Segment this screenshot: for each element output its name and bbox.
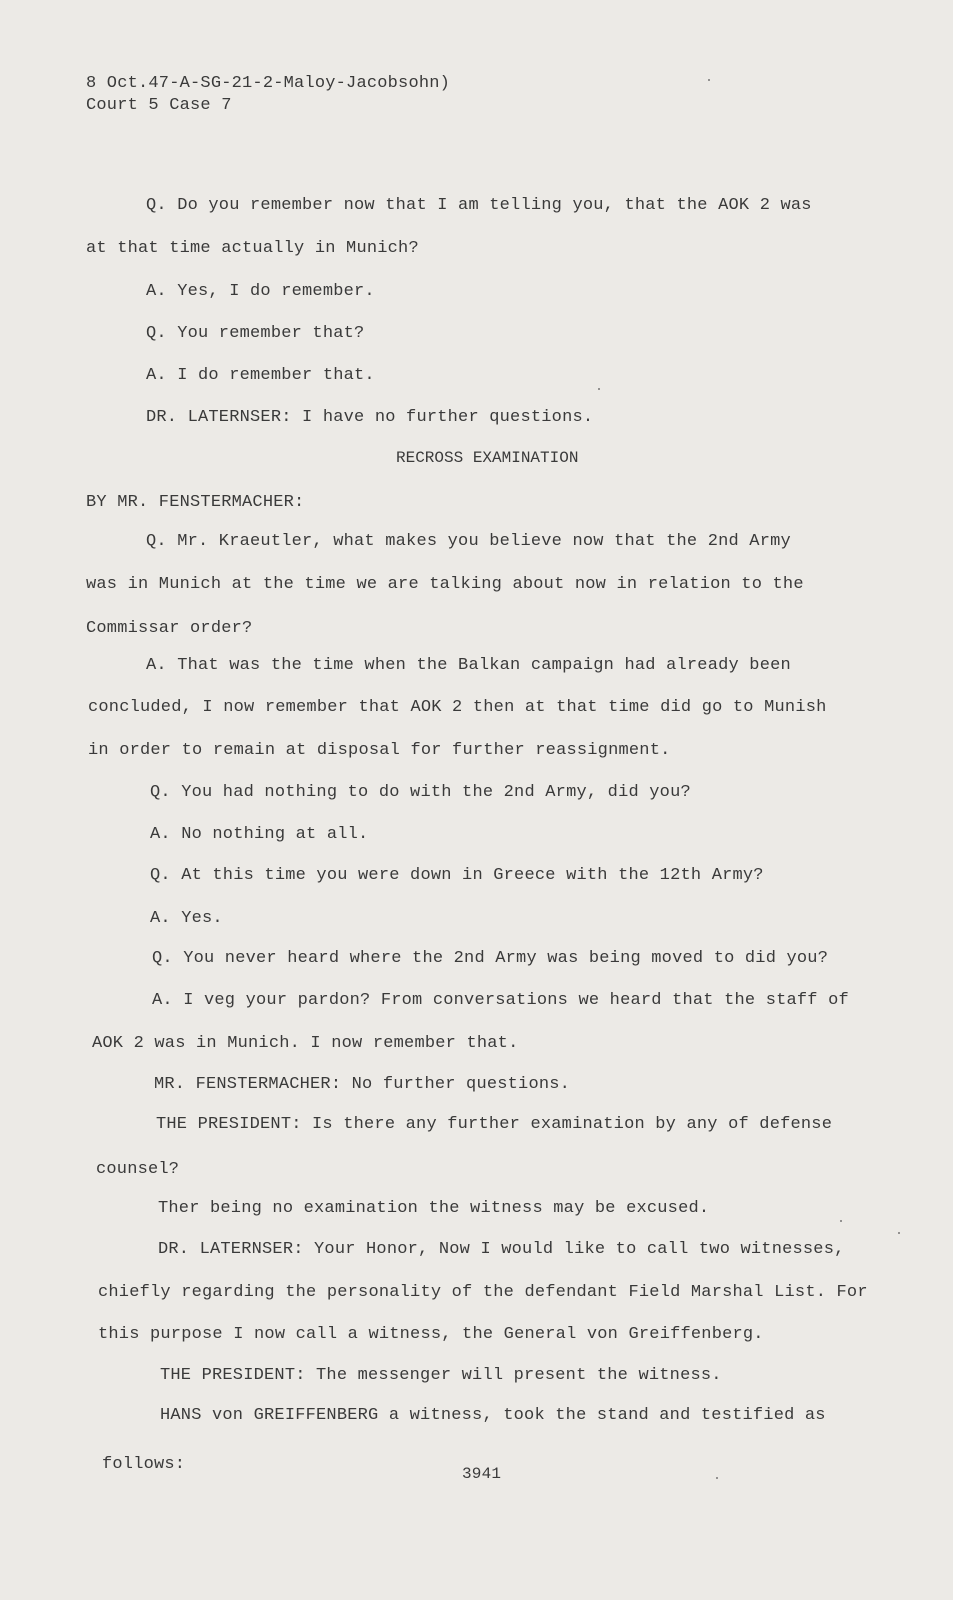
transcript-line-25: Ther being no examination the witness may be excused. bbox=[158, 1199, 710, 1218]
paper-speck bbox=[840, 1220, 842, 1222]
section-heading: RECROSS EXAMINATION bbox=[396, 449, 579, 467]
transcript-line-24: counsel? bbox=[96, 1160, 180, 1179]
transcript-line-21: AOK 2 was in Munich. I now remember that. bbox=[92, 1034, 519, 1053]
paper-speck bbox=[898, 1232, 900, 1234]
transcript-line-18: A. Yes. bbox=[150, 909, 223, 928]
transcript-line-29: THE PRESIDENT: The messenger will present the witness. bbox=[160, 1366, 722, 1385]
paper-speck bbox=[716, 1477, 718, 1479]
transcript-line-30: HANS von GREIFFENBERG a witness, took the stand and testified as bbox=[160, 1406, 826, 1425]
transcript-line-11: Commissar order? bbox=[86, 619, 253, 638]
transcript-line-15: Q. You had nothing to do with the 2nd Army, did you? bbox=[150, 783, 691, 802]
transcript-line-2: at that time actually in Munich? bbox=[86, 239, 419, 258]
transcript-line-1: Q. Do you remember now that I am telling you, that the AOK 2 was bbox=[146, 196, 812, 215]
paper-speck bbox=[598, 388, 600, 390]
transcript-line-8: BY MR. FENSTERMACHER: bbox=[86, 493, 305, 512]
transcript-line-22: MR. FENSTERMACHER: No further questions. bbox=[154, 1075, 571, 1094]
transcript-line-20: A. I veg your pardon? From conversations we heard that the staff of bbox=[152, 991, 849, 1010]
transcript-line-12: A. That was the time when the Balkan campaign had already been bbox=[146, 656, 791, 675]
transcript-line-10: was in Munich at the time we are talking about now in relation to the bbox=[86, 575, 804, 594]
transcript-line-16: A. No nothing at all. bbox=[150, 825, 369, 844]
header-line-2: Court 5 Case 7 bbox=[86, 96, 232, 115]
transcript-line-6: DR. LATERNSER: I have no further questions. bbox=[146, 408, 594, 427]
transcript-line-28: this purpose I now call a witness, the General von Greiffenberg. bbox=[98, 1325, 764, 1344]
header-line-1: 8 Oct.47-A-SG-21-2-Maloy-Jacobsohn) bbox=[86, 74, 451, 93]
transcript-line-31: follows: bbox=[102, 1455, 186, 1474]
transcript-line-27: chiefly regarding the personality of the defendant Field Marshal List. For bbox=[98, 1283, 868, 1302]
transcript-line-5: A. I do remember that. bbox=[146, 366, 375, 385]
transcript-line-9: Q. Mr. Kraeutler, what makes you believe now that the 2nd Army bbox=[146, 532, 791, 551]
transcript-line-19: Q. You never heard where the 2nd Army was being moved to did you? bbox=[152, 949, 829, 968]
paper-speck bbox=[708, 79, 710, 81]
transcript-line-14: in order to remain at disposal for further reassignment. bbox=[88, 741, 671, 760]
transcript-line-13: concluded, I now remember that AOK 2 then at that time did go to Munish bbox=[88, 698, 827, 717]
page-number: 3941 bbox=[462, 1465, 502, 1483]
transcript-line-23: THE PRESIDENT: Is there any further examination by any of defense bbox=[156, 1115, 833, 1134]
transcript-line-3: A. Yes, I do remember. bbox=[146, 282, 375, 301]
transcript-line-4: Q. You remember that? bbox=[146, 324, 365, 343]
transcript-line-17: Q. At this time you were down in Greece with the 12th Army? bbox=[150, 866, 764, 885]
transcript-line-26: DR. LATERNSER: Your Honor, Now I would like to call two witnesses, bbox=[158, 1240, 845, 1259]
